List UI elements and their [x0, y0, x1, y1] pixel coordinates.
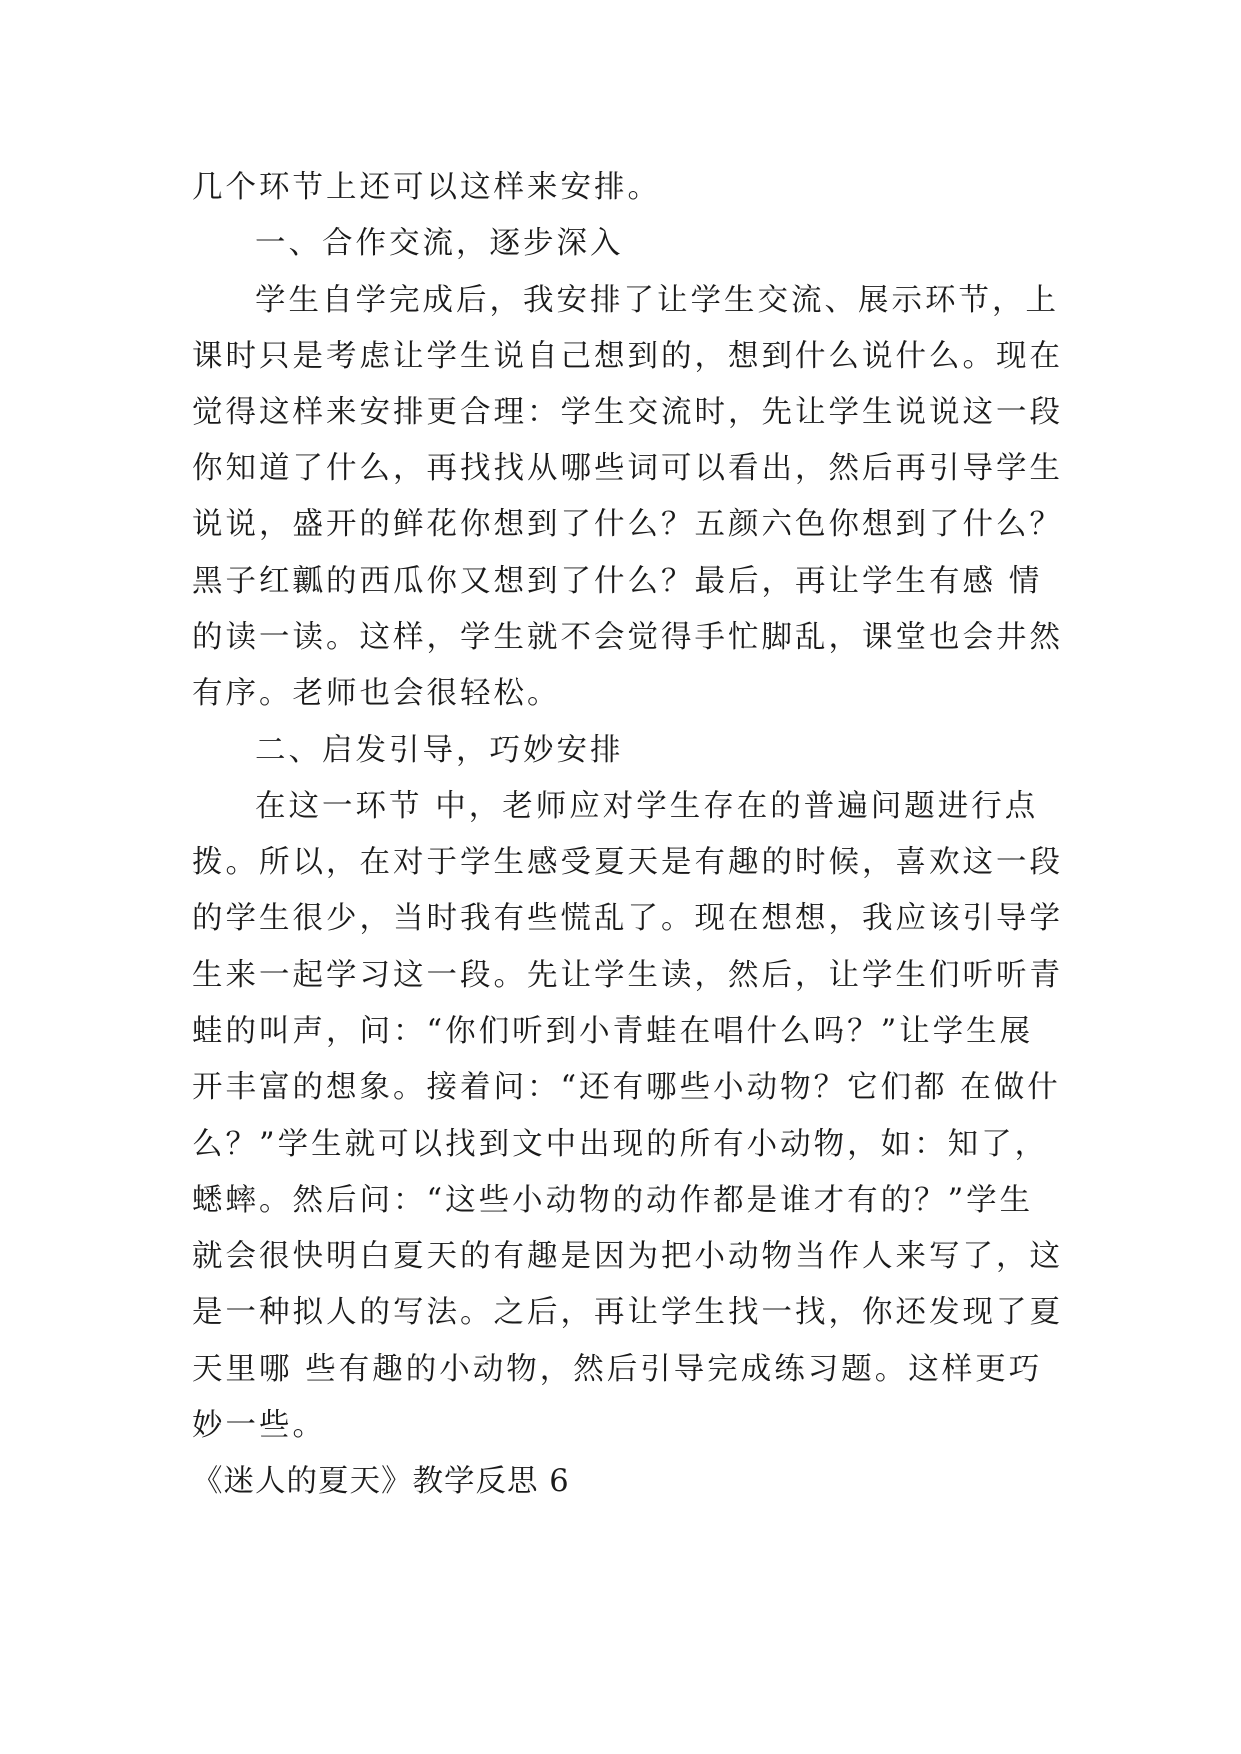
paragraph-line: 说说，盛开的鲜花你想到了什么？五颜六色你想到了什么？ — [192, 507, 1063, 542]
document-title: 《迷人的夏天》教学反思 6 — [192, 1464, 570, 1499]
paragraph-line: 的读一读。这样，学生就不会觉得手忙脚乱，课堂也会井然 — [192, 620, 1063, 655]
paragraph-line: 蛙的叫声，问：“你们听到小青蛙在唱什么吗？”让学生展 — [192, 1014, 1034, 1049]
section-heading-2: 二、启发引导，巧妙安排 — [255, 733, 624, 768]
paragraph-line: 课时只是考虑让学生说自己想到的，想到什么说什么。现在 — [192, 339, 1063, 374]
paragraph-line: 是一种拟人的写法。之后，再让学生找一找，你还发现了夏 — [192, 1295, 1063, 1330]
paragraph-line: 开丰富的想象。接着问：“还有哪些小动物？它们都 在做什 — [192, 1070, 1061, 1105]
paragraph-line: 妙一些。 — [192, 1408, 326, 1443]
paragraph-line: 有序。老师也会很轻松。 — [192, 676, 561, 711]
paragraph-line: 拨。所以，在对于学生感受夏天是有趣的时候，喜欢这一段 — [192, 845, 1063, 880]
paragraph-line: 天里哪 些有趣的小动物，然后引导完成练习题。这样更巧 — [192, 1352, 1043, 1387]
paragraph-line: 学生自学完成后，我安排了让学生交流、展示环节，上 — [255, 283, 1059, 318]
paragraph-line: 你知道了什么，再找找从哪些词可以看出，然后再引导学生 — [192, 451, 1063, 486]
paragraph-line: 生来一起学习这一段。先让学生读，然后，让学生们听听青 — [192, 958, 1063, 993]
paragraph-continuation-line: 几个环节上还可以这样来安排。 — [192, 170, 661, 205]
section-heading-1: 一、合作交流，逐步深入 — [255, 226, 624, 261]
paragraph-line: 在这一环节 中，老师应对学生存在的普遍问题进行点 — [255, 789, 1039, 824]
paragraph-line: 黑子红瓤的西瓜你又想到了什么？最后，再让学生有感 情 — [192, 564, 1043, 599]
paragraph-line: 蟋蟀。然后问：“这些小动物的动作都是谁才有的？”学生 — [192, 1183, 1034, 1218]
paragraph-line: 觉得这样来安排更合理：学生交流时，先让学生说说这一段 — [192, 395, 1063, 430]
paragraph-line: 就会很快明白夏天的有趣是因为把小动物当作人来写了，这 — [192, 1239, 1063, 1274]
paragraph-line: 的学生很少，当时我有些慌乱了。现在想想，我应该引导学 — [192, 901, 1063, 936]
paragraph-line: 么？”学生就可以找到文中出现的所有小动物，如：知了， — [192, 1127, 1049, 1162]
